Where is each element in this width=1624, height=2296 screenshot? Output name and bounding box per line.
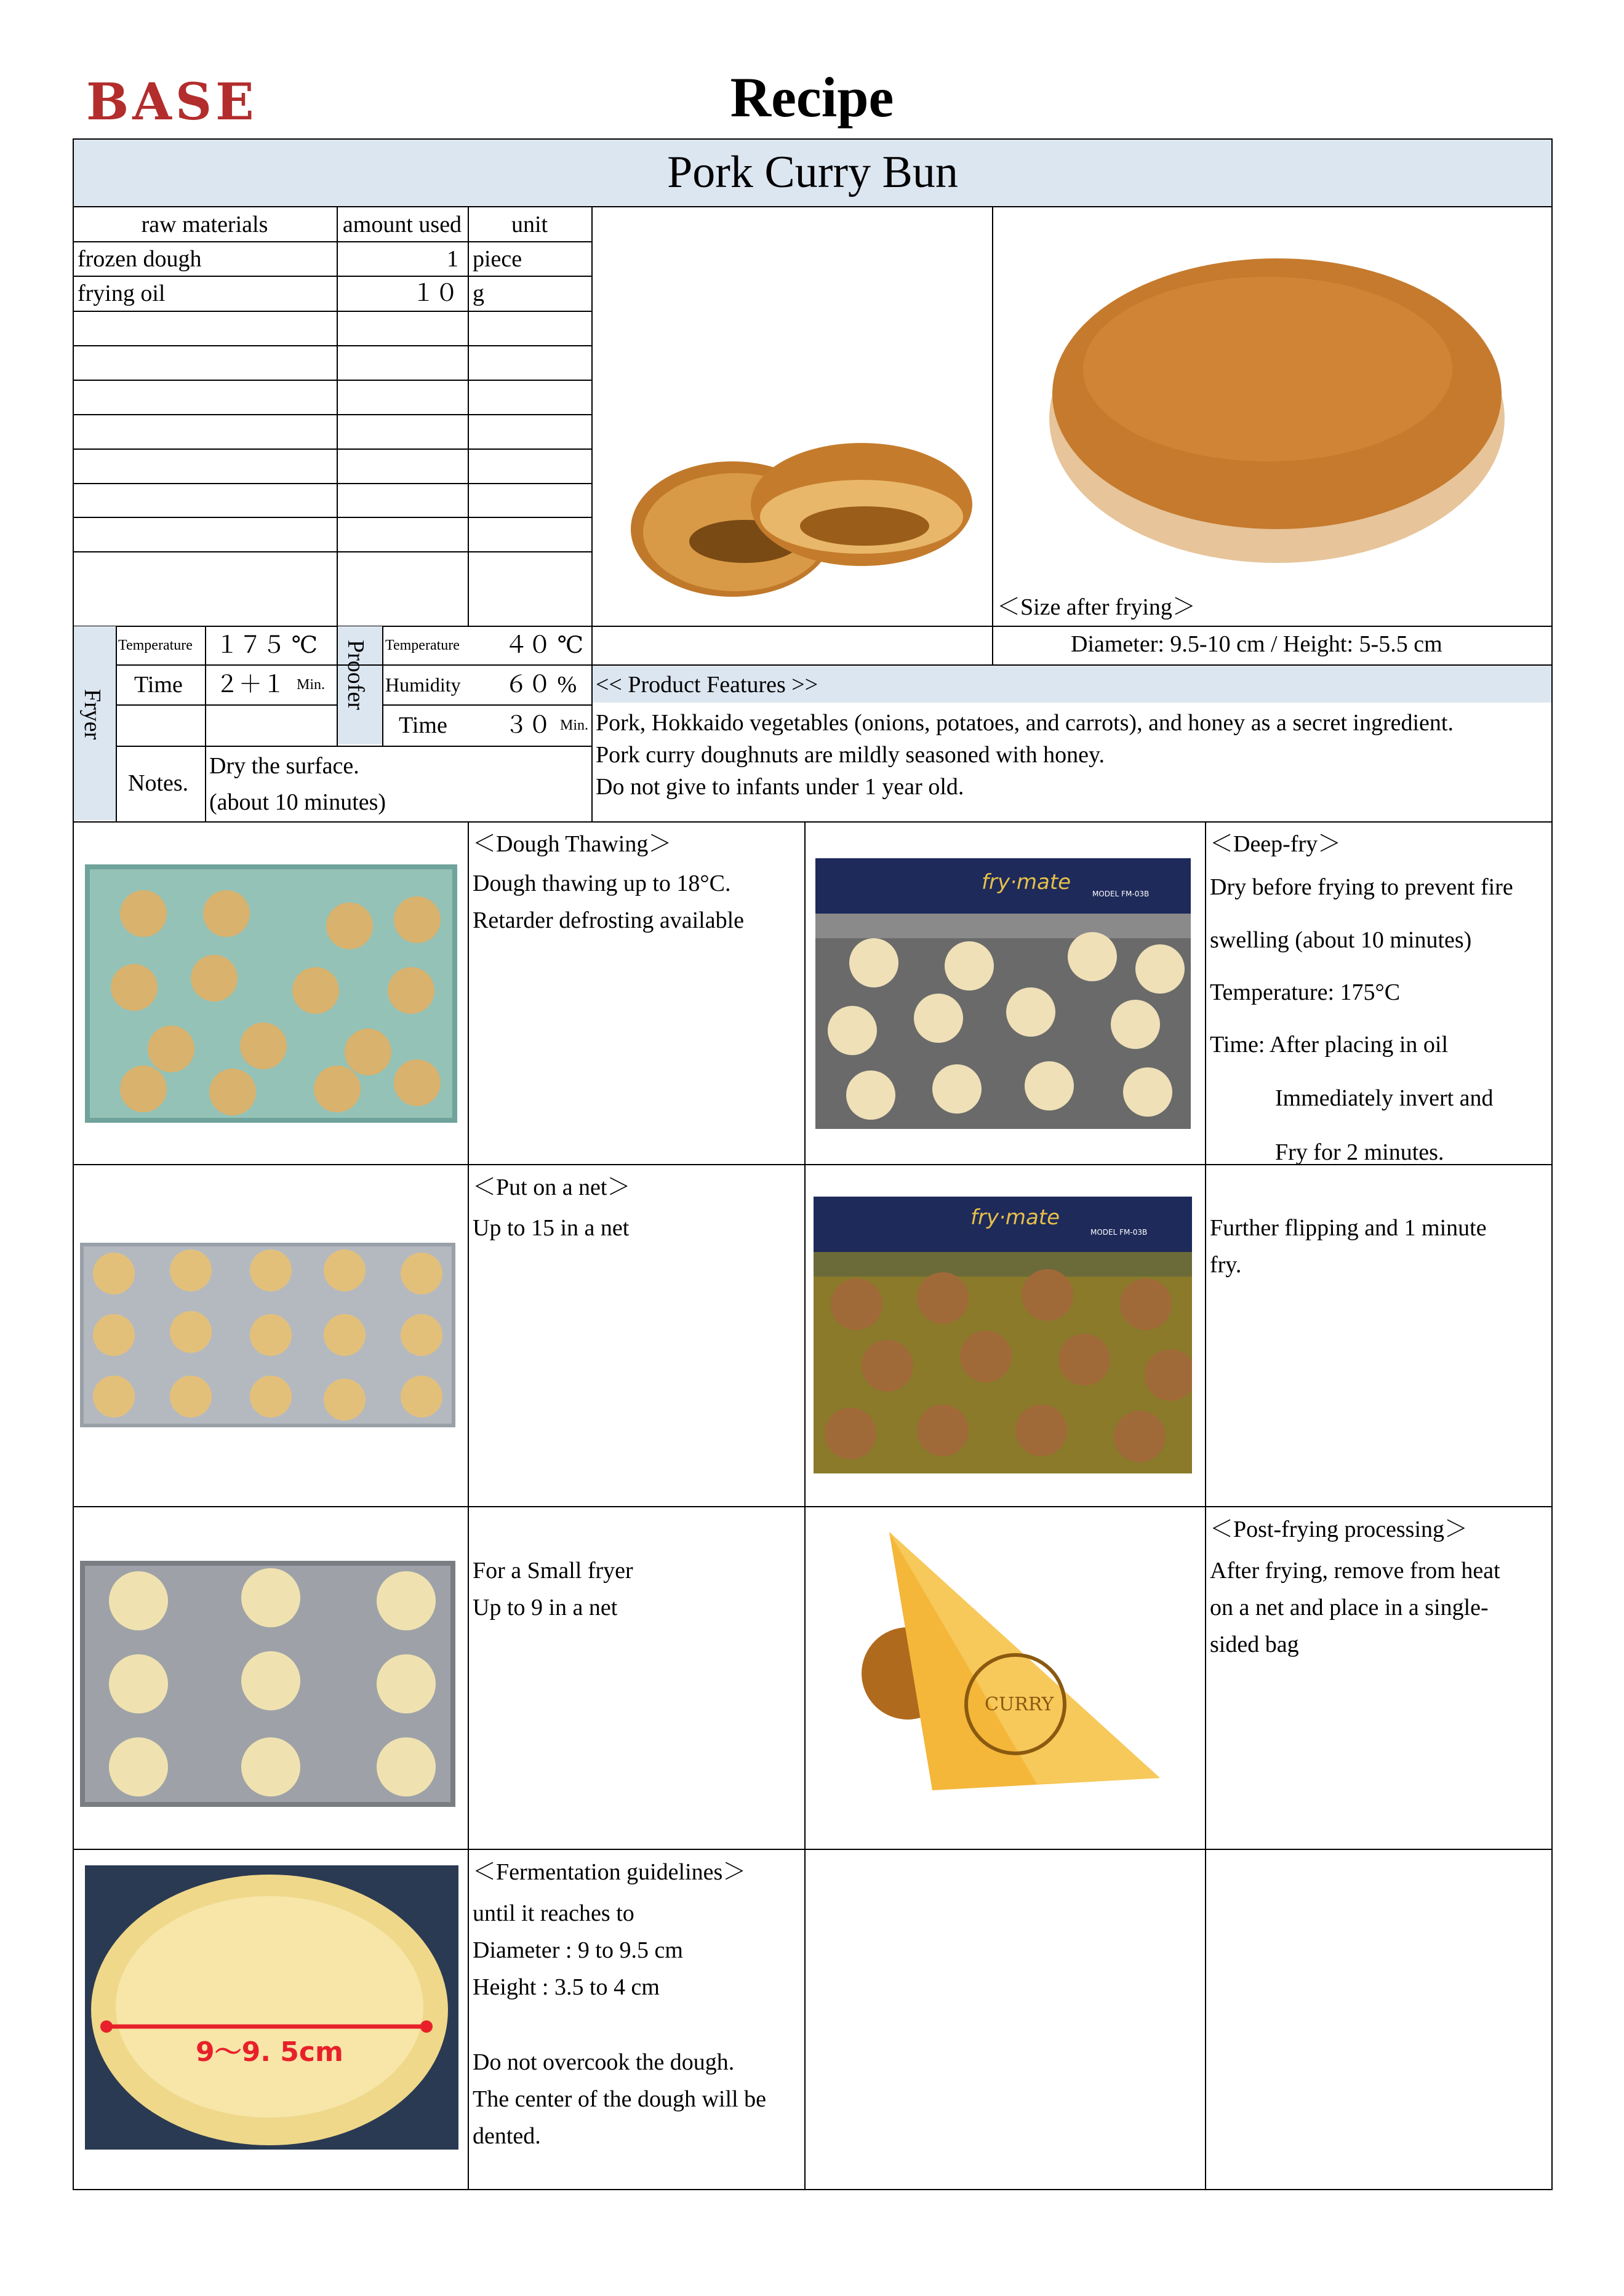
deepfry-line: Temperature: 175°C: [1210, 979, 1401, 1005]
fryer-notes-label: Notes.: [128, 770, 189, 796]
curry-bun-cut-photo: [622, 425, 978, 615]
fryer-temp-value: １７５ ℃: [215, 632, 318, 658]
deepfry-line: Time: After placing in oil: [1210, 1032, 1449, 1058]
flip-line: fry.: [1210, 1252, 1242, 1278]
curry-bag-photo: [852, 1520, 1160, 1796]
curry-bun-whole-photo: [1034, 240, 1520, 572]
header-amount: amount used: [342, 212, 462, 237]
page-title: Recipe: [730, 66, 894, 129]
header-raw-materials: raw materials: [141, 212, 268, 237]
ferment-line: Do not overcook the dough.: [473, 2049, 735, 2075]
ingredient-unit: g: [473, 281, 484, 306]
deepfry-heading: ＜Deep-fry＞: [1210, 831, 1342, 857]
flip-line: Further flipping and 1 minute: [1210, 1215, 1487, 1241]
fryer-time-value: ２＋１: [215, 672, 286, 698]
fryer-notes-line2: (about 10 minutes): [209, 789, 386, 815]
dough-size-label: 9～9. 5cm: [196, 2036, 343, 2068]
size-text: Diameter: 9.5-10 cm / Height: 5-5.5 cm: [1071, 631, 1442, 657]
post-line: After frying, remove from heat: [1210, 1558, 1500, 1584]
deepfry-line: swelling (about 10 minutes): [1210, 927, 1472, 953]
ingredient-name: frying oil: [78, 281, 166, 306]
proofer-label: Proofer: [343, 640, 369, 710]
logo: BASE: [86, 73, 258, 132]
post-line: on a net and place in a single-: [1210, 1595, 1489, 1620]
fryer-photo-1: [815, 858, 1191, 1129]
ferment-line: Height : 3.5 to 4 cm: [473, 1974, 660, 2000]
post-heading: ＜Post-frying processing＞: [1210, 1517, 1468, 1542]
dough-on-net-photo: [80, 1243, 455, 1427]
size-heading: ＜Size after frying＞: [997, 594, 1196, 620]
small-line: Up to 9 in a net: [473, 1595, 618, 1620]
ferment-heading: ＜Fermentation guidelines＞: [473, 1859, 746, 1885]
fryer-photo-2: [814, 1197, 1192, 1473]
net-heading: ＜Put on a net＞: [473, 1174, 631, 1200]
thawing-heading: ＜Dough Thawing＞: [473, 831, 672, 857]
deepfry-line: Immediately invert and: [1275, 1085, 1494, 1111]
fryer-label: Fryer: [79, 689, 105, 740]
proofer-time-unit: Min.: [560, 717, 589, 733]
ingredient-name: frozen dough: [78, 246, 202, 272]
proofer-humidity-label: Humidity: [385, 674, 461, 696]
thawing-line: Retarder defrosting available: [473, 907, 745, 933]
fryer-model: MODEL FM-03B: [1092, 890, 1150, 898]
small-fryer-net-photo: [80, 1561, 455, 1807]
fryer-time-label: Time: [134, 672, 183, 698]
proofer-temp-value: ４０ ℃: [505, 632, 584, 658]
product-name: Pork Curry Bun: [667, 147, 958, 197]
ferment-line: Diameter : 9 to 9.5 cm: [473, 1937, 683, 1963]
features-line: Do not give to infants under 1 year old.: [596, 774, 964, 800]
fryer-temp-label: Temperature: [118, 637, 193, 653]
fryer-model: MODEL FM-03B: [1090, 1228, 1148, 1237]
deepfry-line: Dry before frying to prevent fire: [1210, 874, 1513, 900]
net-line: Up to 15 in a net: [473, 1215, 630, 1241]
proofer-time-value: ３０: [505, 712, 552, 738]
fermentation-dough-photo: [85, 1865, 458, 2150]
ingredient-amount: 1: [447, 246, 458, 272]
fryer-brand: fry·mate: [982, 870, 1071, 895]
ferment-line: until it reaches to: [473, 1900, 634, 1926]
post-line: sided bag: [1210, 1632, 1299, 1657]
small-line: For a Small fryer: [473, 1558, 633, 1584]
features-line: Pork curry doughnuts are mildly seasoned with honey.: [596, 742, 1105, 768]
ingredient-amount: １０: [411, 281, 458, 306]
fryer-notes-line1: Dry the surface.: [209, 753, 359, 779]
bag-text: CURRY: [985, 1694, 1054, 1715]
ferment-line: dented.: [473, 2123, 541, 2149]
dough-thawing-photo: [85, 864, 457, 1123]
proofer-humidity-value: ６０ %: [505, 672, 577, 698]
ferment-line: The center of the dough will be: [473, 2086, 766, 2112]
ingredient-unit: piece: [473, 246, 522, 272]
features-line: Pork, Hokkaido vegetables (onions, potatoes, and carrots), and honey as a secret ingredient.: [596, 710, 1454, 736]
header-unit: unit: [511, 212, 548, 237]
proofer-temp-label: Temperature: [385, 637, 460, 653]
thawing-line: Dough thawing up to 18°C.: [473, 871, 731, 896]
deepfry-line: Fry for 2 minutes.: [1275, 1139, 1444, 1165]
fryer-time-unit: Min.: [297, 677, 326, 693]
fryer-brand: fry·mate: [970, 1205, 1060, 1230]
features-heading: << Product Features >>: [596, 672, 818, 698]
proofer-time-label: Time: [399, 712, 447, 738]
